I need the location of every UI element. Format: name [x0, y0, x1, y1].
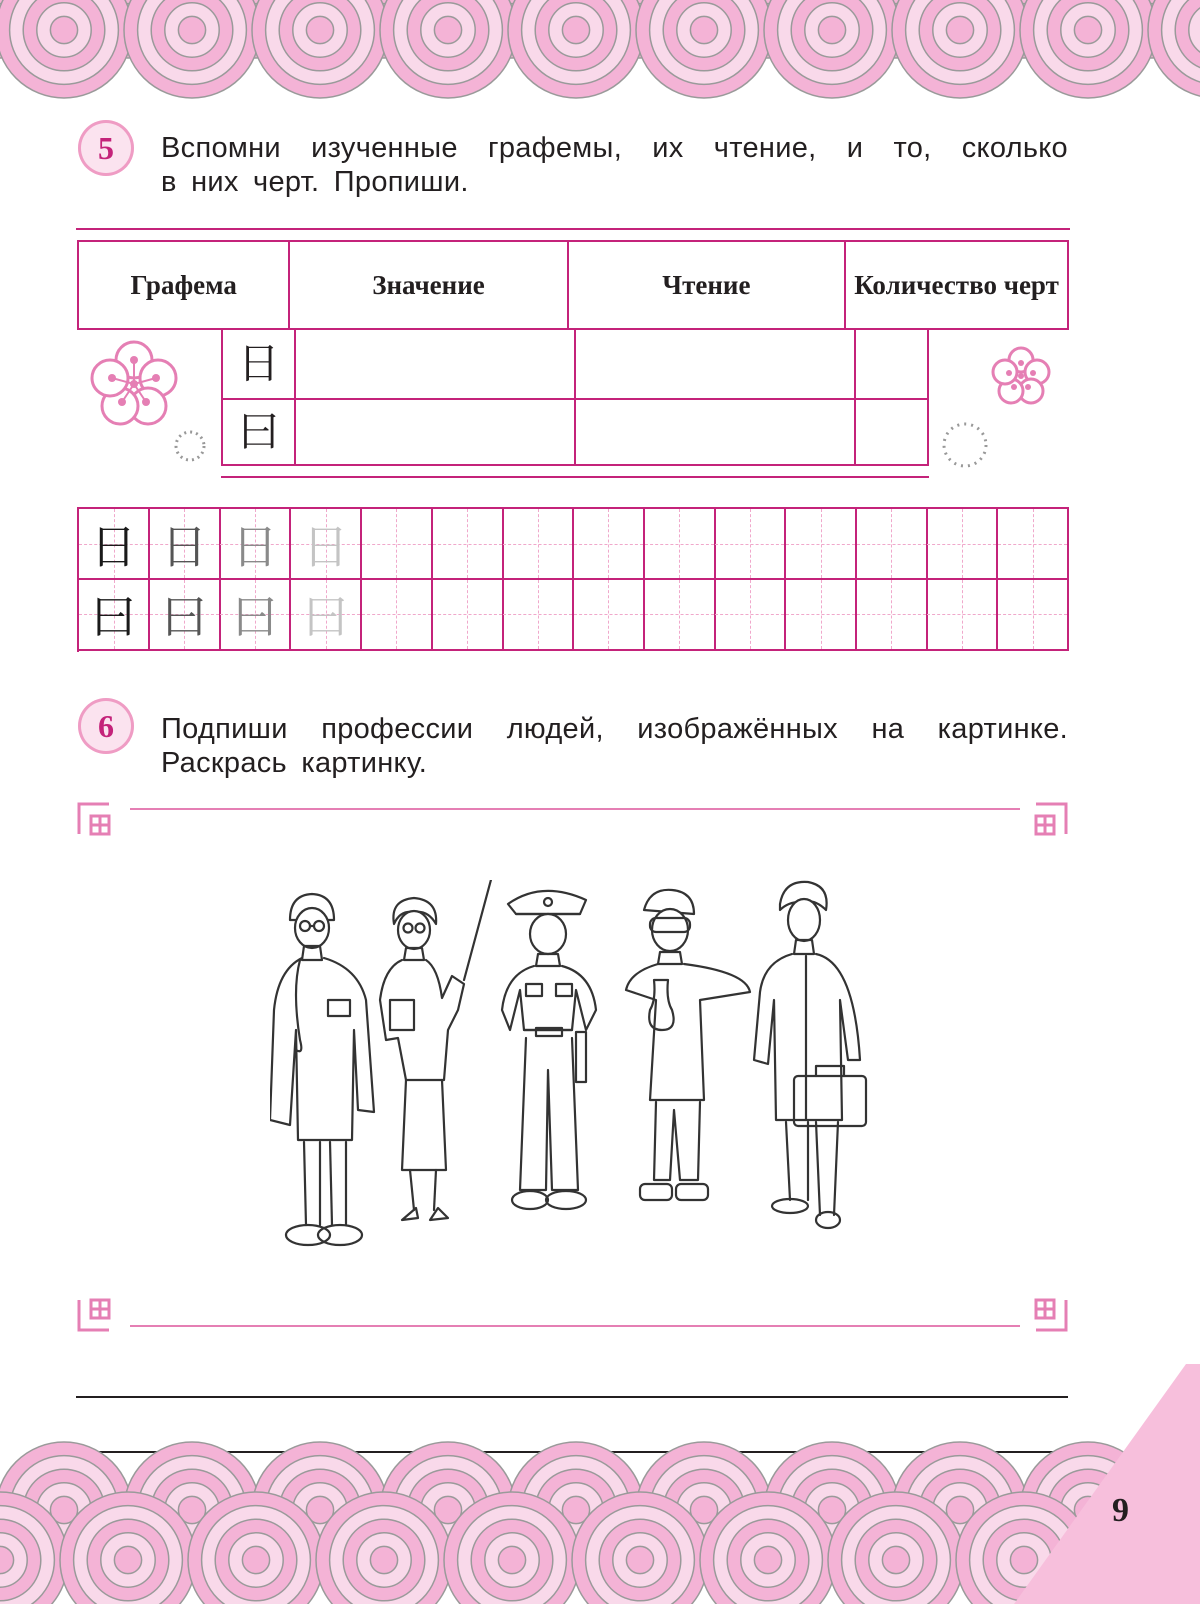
frame-corner-top-left-icon — [77, 802, 111, 836]
practice-sample-glyph: 曰 — [302, 590, 349, 644]
sakura-flower-left-icon — [88, 338, 180, 428]
task-5-line-2: в них черт. Пропиши. — [161, 166, 469, 198]
professions-illustration — [270, 880, 890, 1255]
practice-sample-glyph: 日 — [302, 519, 349, 574]
grapheme-cell-2: 曰 — [222, 399, 295, 465]
reading-cell-1[interactable] — [575, 329, 855, 399]
practice-cell — [220, 580, 291, 651]
frame-bottom-line — [130, 1325, 1020, 1327]
practice-cell[interactable] — [857, 509, 928, 580]
practice-cell[interactable] — [503, 580, 574, 651]
practice-cell — [291, 509, 362, 580]
grapheme-table-header — [77, 240, 1069, 330]
practice-cell — [220, 509, 291, 580]
grapheme-cell-1: 日 — [222, 329, 295, 399]
scientist-figure — [626, 890, 750, 1200]
practice-cell[interactable] — [362, 509, 433, 580]
practice-cell[interactable] — [715, 580, 786, 651]
practice-cell[interactable] — [645, 580, 716, 651]
practice-grid — [77, 507, 1069, 652]
task-5-number — [78, 120, 134, 176]
practice-sample-glyph: 日 — [161, 519, 208, 574]
header-reading: Чтение — [568, 241, 845, 329]
practice-cell[interactable] — [433, 580, 504, 651]
practice-cell[interactable] — [786, 580, 857, 651]
task-5-number-text: 5 — [98, 129, 114, 166]
table-top-rule — [76, 228, 1070, 230]
task-6-line-1: Подпиши профессии людей, изображённых на картинке. — [161, 713, 1068, 745]
dotted-circle-right-icon — [940, 420, 990, 470]
task-6-instruction — [161, 712, 1068, 780]
doctor-figure — [270, 894, 374, 1245]
answer-line-1[interactable] — [76, 1396, 1068, 1398]
practice-sample-glyph: 日 — [231, 519, 278, 574]
practice-cell[interactable] — [433, 509, 504, 580]
frame-top-line — [130, 808, 1020, 810]
dotted-circle-left-icon — [172, 428, 208, 464]
practice-cell[interactable] — [715, 509, 786, 580]
table-bottom-rule — [221, 476, 929, 478]
header-stroke-count: Количество черт — [845, 241, 1068, 329]
task-6-line-2: Раскрась картинку. — [161, 747, 428, 779]
practice-sample-glyph: 曰 — [161, 590, 208, 644]
task-6-number-text: 6 — [98, 707, 114, 744]
practice-cell[interactable] — [503, 509, 574, 580]
practice-cell[interactable] — [998, 580, 1069, 651]
task-6-number — [78, 698, 134, 754]
task-5-instruction — [161, 131, 1068, 199]
businessman-figure — [754, 882, 866, 1228]
practice-cell — [79, 580, 150, 651]
strokes-cell-1[interactable] — [855, 329, 928, 399]
header-meaning: Значение — [289, 241, 567, 329]
practice-cell[interactable] — [362, 580, 433, 651]
reading-cell-2[interactable] — [575, 399, 855, 465]
grapheme-table-body — [221, 328, 929, 466]
page-corner-triangle — [1014, 1364, 1200, 1604]
sakura-flower-right-icon — [990, 345, 1052, 405]
practice-sample-glyph: 曰 — [90, 590, 137, 644]
practice-cell — [291, 580, 362, 651]
practice-cell — [79, 509, 150, 580]
practice-cell[interactable] — [786, 509, 857, 580]
frame-corner-bottom-left-icon — [77, 1298, 111, 1332]
practice-cell[interactable] — [927, 509, 998, 580]
teacher-figure — [380, 880, 492, 1220]
practice-cell[interactable] — [857, 580, 928, 651]
meaning-cell-2[interactable] — [295, 399, 575, 465]
practice-sample-glyph: 曰 — [231, 590, 278, 644]
police-officer-figure — [502, 891, 596, 1209]
practice-cell — [150, 509, 221, 580]
practice-cell[interactable] — [574, 580, 645, 651]
frame-corner-top-right-icon — [1034, 802, 1068, 836]
page-number: 9 — [1112, 1492, 1129, 1529]
frame-corner-bottom-right-icon — [1034, 1298, 1068, 1332]
practice-cell[interactable] — [574, 509, 645, 580]
practice-sample-glyph: 日 — [90, 519, 137, 574]
practice-cell[interactable] — [998, 509, 1069, 580]
top-wave-decoration — [0, 0, 1200, 110]
meaning-cell-1[interactable] — [295, 329, 575, 399]
task-5-line-1: Вспомни изученные графемы, их чтение, и то, сколько — [161, 132, 1068, 164]
practice-cell[interactable] — [927, 580, 998, 651]
header-grapheme: Графема — [78, 241, 289, 329]
practice-cell[interactable] — [645, 509, 716, 580]
strokes-cell-2[interactable] — [855, 399, 928, 465]
practice-cell — [150, 580, 221, 651]
